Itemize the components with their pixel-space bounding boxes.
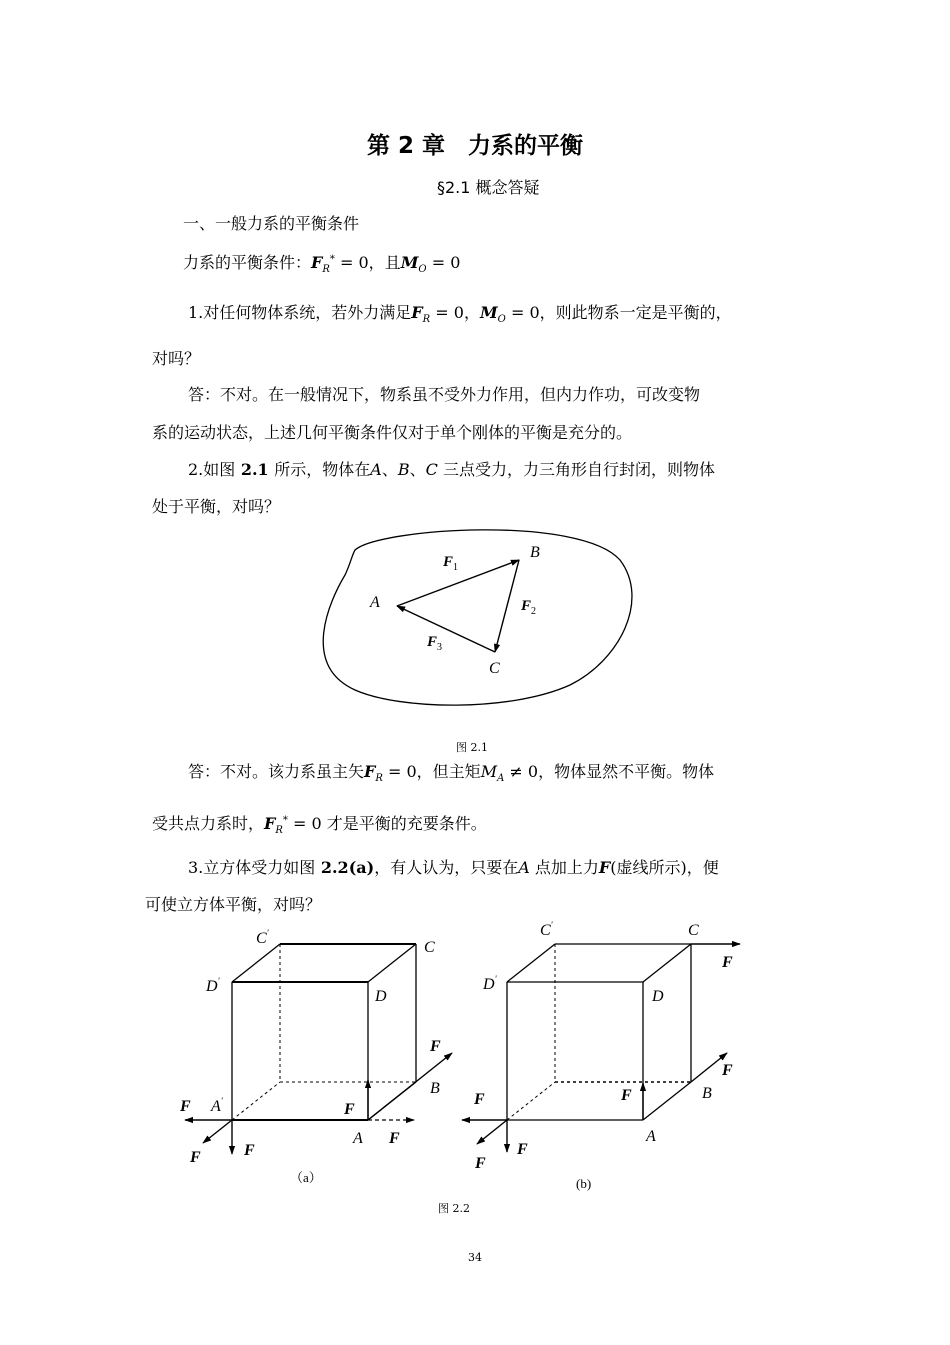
svg-text:C: C — [688, 922, 699, 939]
svg-text:D: D — [652, 988, 664, 1005]
equals-zero: = 0 — [505, 303, 540, 322]
label-f1: $F_1$ — [443, 554, 459, 573]
superscript-star: * — [282, 815, 288, 826]
subsection-title: 一、一般力系的平衡条件 — [183, 214, 360, 233]
label-point-b: B — [530, 544, 540, 561]
equilibrium-prefix: 力系的平衡条件： — [183, 253, 312, 272]
figure-2-2b-caption: (b) — [576, 1176, 592, 1191]
label-point-c: C — [489, 660, 500, 677]
answer-text-a: 答：不对。该力系虽主矢 — [188, 762, 365, 781]
equals-zero: = 0 — [287, 814, 322, 833]
point-a: A — [370, 460, 382, 479]
chapter-title: 第 2 章 力系的平衡 — [367, 133, 584, 159]
svg-text:C': C' — [256, 928, 269, 947]
svg-text:D': D' — [206, 976, 220, 995]
svg-text:F: F — [517, 1141, 528, 1158]
page-number: 34 — [468, 1251, 482, 1264]
svg-text:F: F — [430, 1038, 441, 1055]
moment-symbol: M — [400, 253, 419, 272]
subscript-o: O — [418, 264, 427, 275]
section-title: §2.1 概念答疑 — [437, 178, 540, 197]
subscript-r: R — [322, 264, 330, 275]
q2-text-b: 所示，物体在 — [274, 460, 371, 479]
labels-b — [473, 920, 733, 1172]
separator: 、 — [381, 460, 398, 479]
q3-line1 — [188, 860, 719, 876]
force-symbol: F — [264, 814, 276, 833]
svg-text:D': D' — [483, 974, 497, 993]
q1-text-b: ，则此物系一定是平衡的， — [539, 303, 732, 322]
svg-text:F: F — [389, 1130, 400, 1147]
answer-text-c: ，物体显然不平衡。物体 — [538, 762, 715, 781]
subscript-o: O — [497, 314, 506, 325]
q1-text-a: 1.对任何物体系统，若外力满足 — [188, 303, 412, 322]
cube-a — [232, 944, 416, 1120]
moment-symbol: M — [479, 303, 498, 322]
answer-text-b: ，但主矩 — [416, 762, 481, 781]
and-text: ，且 — [368, 253, 401, 272]
q3-line2: 可使立方体平衡，对吗？ — [145, 895, 322, 914]
force-symbol: F — [598, 858, 611, 877]
point-b: B — [397, 460, 410, 479]
label-f3: $F_3$ — [427, 634, 443, 653]
svg-text:B: B — [702, 1085, 712, 1102]
moment-symbol: M — [480, 762, 498, 781]
figure-2-1 — [300, 515, 650, 725]
svg-text:F: F — [344, 1101, 355, 1118]
forces-b — [462, 944, 740, 1152]
figure-2-1-caption: 图 2.1 — [456, 741, 488, 754]
q3-text-d: (虚线所示)，便 — [610, 858, 719, 877]
figure-2-2 — [160, 915, 760, 1200]
force-symbol: F — [311, 253, 323, 272]
figure-reference: 2.2(a) — [315, 858, 375, 877]
q2-line1 — [188, 462, 715, 478]
force-f3-arrow — [397, 606, 495, 652]
svg-text:F: F — [621, 1087, 632, 1104]
subscript-a: A — [497, 773, 505, 784]
svg-text:A': A' — [211, 1096, 223, 1115]
answer-text-e: 才是平衡的充要条件。 — [321, 814, 487, 833]
svg-text:F: F — [475, 1155, 486, 1172]
q2-answer-line2 — [152, 816, 487, 836]
equals-zero: = 0 — [334, 253, 369, 272]
separator: 、 — [409, 460, 426, 479]
q3-text-b: ，有人认为，只要在 — [374, 858, 519, 877]
svg-text:C': C' — [540, 920, 553, 939]
equals-zero: = 0 — [430, 303, 464, 322]
svg-text:F: F — [244, 1142, 255, 1159]
q2-text-c: 三点受力，力三角形自行封闭，则物体 — [437, 460, 715, 479]
body-outline — [323, 530, 632, 705]
svg-text:F: F — [180, 1098, 191, 1115]
q1-line2: 对吗？ — [152, 349, 201, 368]
svg-text:B: B — [430, 1080, 440, 1097]
svg-text:D: D — [375, 988, 387, 1005]
figure-2-2a-caption: （a） — [290, 1170, 322, 1185]
force-f2-arrow — [495, 560, 519, 652]
q1-answer-line2: 系的运动状态，上述几何平衡条件仅对于单个刚体的平衡是充分的。 — [152, 423, 633, 442]
figure-2-2-caption: 图 2.2 — [438, 1202, 470, 1215]
svg-text:F: F — [474, 1091, 485, 1108]
q2-line2: 处于平衡，对吗？ — [152, 497, 281, 516]
svg-text:F: F — [722, 1062, 733, 1079]
subscript-r: R — [375, 773, 383, 784]
not-equal-zero: ≠ 0 — [504, 762, 539, 781]
q1-line1 — [188, 305, 732, 325]
force-symbol: F — [411, 303, 423, 322]
equals-zero: = 0 — [426, 253, 461, 272]
superscript-star: * — [329, 254, 335, 265]
label-point-a: A — [370, 594, 380, 611]
equals-zero: = 0 — [382, 762, 417, 781]
q2-text-a: 2.如图 — [188, 460, 236, 479]
svg-text:C: C — [424, 939, 435, 956]
svg-text:A: A — [646, 1128, 656, 1145]
comma: ， — [463, 303, 480, 322]
svg-text:F: F — [722, 954, 733, 971]
figure-reference: 2.1 — [235, 460, 275, 479]
q1-answer-line1: 答：不对。在一般情况下，物系虽不受外力作用，但内力作功，可改变物 — [188, 385, 701, 404]
answer-text-d: 受共点力系时， — [152, 814, 265, 833]
subscript-r: R — [422, 314, 431, 325]
svg-text:F: F — [190, 1149, 201, 1166]
q3-text-c: 点加上力 — [529, 858, 599, 877]
label-f2: $F_2$ — [521, 598, 537, 617]
q2-answer-line1 — [188, 764, 714, 784]
cube-b — [507, 944, 691, 1120]
force-symbol: F — [364, 762, 376, 781]
equilibrium-condition — [183, 255, 460, 275]
subscript-r: R — [275, 825, 283, 836]
point-c: C — [425, 460, 438, 479]
q3-text-a: 3.立方体受力如图 — [188, 858, 316, 877]
forces-a — [185, 1053, 452, 1154]
point-a: A — [518, 858, 530, 877]
svg-text:A: A — [353, 1130, 363, 1147]
